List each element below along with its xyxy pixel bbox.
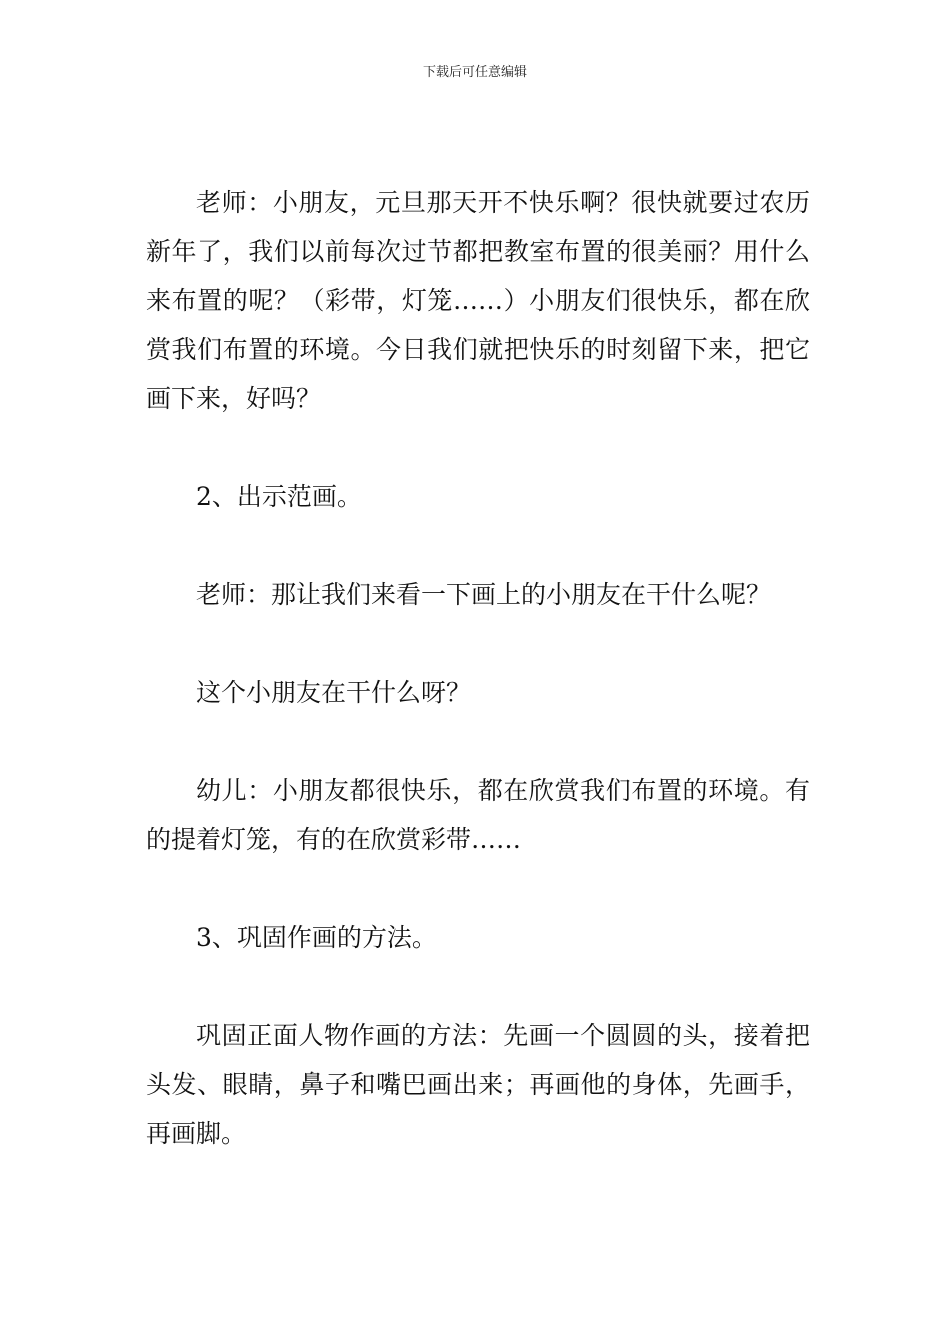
page-header: 下载后可任意编辑 <box>422 65 527 80</box>
paragraph-step-3: 3、巩固作画的方法。 <box>196 923 437 952</box>
paragraph-drawing-method: 巩固正面人物作画的方法：先画一个圆圆的头，接着把头发、眼睛，鼻子和嘴巴画出来；再画他的身体，先画手，再画脚。 <box>146 1021 810 1148</box>
paragraph-step-2: 2、出示范画。 <box>196 482 362 511</box>
paragraph-child-answer: 幼儿：小朋友都很快乐，都在欣赏我们布置的环境。有的提着灯笼，有的在欣赏彩带…… <box>146 776 810 854</box>
document-body <box>146 178 810 1158</box>
paragraph-teacher-intro: 老师：小朋友，元旦那天开不快乐啊？很快就要过农历新年了，我们以前每次过节都把教室布置的很美丽？用什么来布置的呢？（彩带，灯笼……）小朋友们很快乐，都在欣赏我们布置的环境。今日我们就把快乐的时刻留下来，把它画下来，好吗？ <box>146 188 810 413</box>
paragraph-teacher-question: 老师：那让我们来看一下画上的小朋友在干什么呢？ <box>196 580 772 609</box>
paragraph-child-question: 这个小朋友在干什么呀？ <box>196 678 472 707</box>
